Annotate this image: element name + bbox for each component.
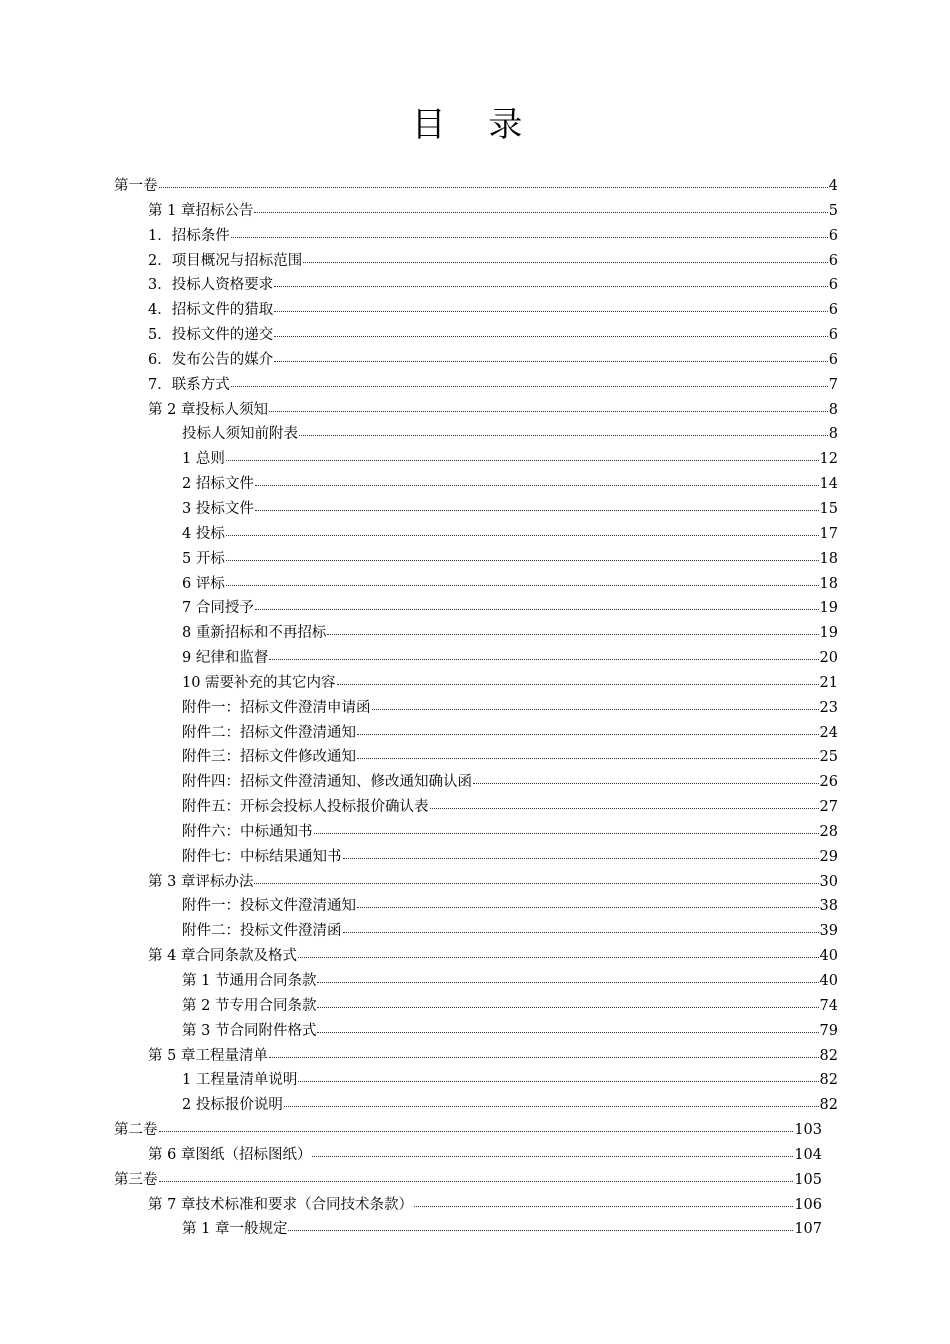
toc-entry[interactable] — [114, 1118, 822, 1143]
toc-entry-label: 第一卷 — [114, 178, 158, 194]
toc-dot-leader — [274, 351, 828, 362]
toc-dot-leader — [317, 972, 818, 983]
toc-dot-leader — [337, 674, 819, 685]
toc-dot-leader — [314, 823, 819, 834]
toc-entry-page-number: 18 — [819, 550, 838, 567]
toc-entry-page-number: 6 — [828, 302, 838, 319]
toc-entry[interactable] — [114, 845, 838, 870]
toc-dot-leader — [254, 202, 827, 213]
toc-entry-page-number: 74 — [819, 997, 838, 1014]
toc-entry-label: 投标人须知前附表 — [182, 426, 298, 443]
toc-dot-leader — [254, 873, 818, 884]
toc-entry-page-number: 15 — [819, 500, 838, 517]
toc-entry-label: 4 投标 — [182, 525, 225, 542]
toc-entry-page-number: 79 — [819, 1022, 838, 1039]
toc-dot-leader — [299, 425, 828, 436]
toc-entry-label: 第 5 章工程量清单 — [148, 1047, 268, 1064]
toc-dot-leader — [226, 575, 819, 586]
toc-entry[interactable] — [114, 919, 838, 944]
toc-entry[interactable] — [114, 249, 838, 274]
toc-entry-label: 1 工程量清单说明 — [182, 1072, 298, 1089]
toc-entry-page-number: 82 — [819, 1097, 838, 1114]
toc-entry-label: 第 2 章投标人须知 — [148, 401, 268, 418]
toc-entry-label: 1．招标条件 — [148, 227, 230, 244]
toc-entry[interactable] — [114, 894, 838, 919]
toc-entry[interactable] — [114, 323, 838, 348]
toc-dot-leader — [231, 376, 828, 387]
toc-entry-page-number: 105 — [794, 1171, 822, 1188]
toc-entry-page-number: 21 — [819, 674, 838, 691]
toc-dot-leader — [269, 401, 828, 412]
toc-entry-label: 2．项目概况与招标范围 — [148, 252, 303, 269]
toc-entry-page-number: 12 — [819, 451, 838, 468]
toc-entry-label: 6 评标 — [182, 575, 225, 592]
page-title: 目 录 — [411, 105, 539, 145]
toc-entry[interactable] — [114, 373, 838, 398]
toc-entry[interactable] — [114, 770, 838, 795]
toc-entry-page-number: 7 — [828, 376, 838, 393]
toc-entry-page-number: 20 — [819, 650, 838, 667]
toc-entry-page-number: 6 — [828, 227, 838, 244]
toc-entry-label: 第 2 节专用合同条款 — [182, 997, 317, 1014]
toc-entry-label: 7．联系方式 — [148, 376, 230, 393]
toc-entry[interactable] — [114, 696, 838, 721]
toc-entry[interactable] — [114, 1044, 838, 1069]
toc-entry[interactable] — [114, 174, 838, 199]
toc-entry[interactable] — [114, 596, 838, 621]
toc-entry-page-number: 103 — [794, 1122, 822, 1139]
toc-dot-leader — [357, 897, 819, 908]
toc-entry-page-number: 26 — [819, 774, 838, 791]
toc-entry[interactable] — [114, 224, 838, 249]
toc-entry-page-number: 18 — [819, 575, 838, 592]
toc-entry[interactable] — [114, 422, 838, 447]
toc-entry[interactable] — [114, 1193, 822, 1218]
toc-entry-label: 4．招标文件的猎取 — [148, 302, 274, 319]
toc-entry-label: 第二卷 — [114, 1122, 158, 1139]
toc-entry-page-number: 4 — [828, 178, 838, 194]
toc-entry-label: 附件三：招标文件修改通知 — [182, 749, 356, 766]
toc-entry-label: 10 需要补充的其它内容 — [182, 674, 336, 691]
toc-entry-page-number: 29 — [819, 848, 838, 865]
toc-entry-page-number: 23 — [819, 699, 838, 716]
toc-entry-page-number: 19 — [819, 600, 838, 617]
toc-entry[interactable] — [114, 547, 838, 572]
toc-dot-leader — [269, 1047, 819, 1058]
toc-dot-leader — [343, 922, 819, 933]
table-of-contents — [114, 174, 838, 1242]
toc-entry-page-number: 25 — [819, 749, 838, 766]
toc-entry[interactable] — [114, 671, 838, 696]
toc-dot-leader — [357, 748, 819, 759]
toc-entry-page-number: 107 — [794, 1221, 822, 1238]
toc-entry[interactable] — [114, 646, 838, 671]
toc-entry[interactable] — [114, 572, 838, 597]
toc-dot-leader — [159, 1121, 794, 1132]
toc-entry-page-number: 38 — [819, 898, 838, 915]
toc-entry[interactable] — [114, 745, 838, 770]
toc-entry[interactable] — [114, 1143, 822, 1168]
toc-entry-label: 附件七：中标结果通知书 — [182, 848, 342, 865]
toc-entry[interactable] — [114, 969, 838, 994]
toc-entry-label: 附件四：招标文件澄清通知、修改通知确认函 — [182, 774, 472, 791]
toc-dot-leader — [317, 1022, 818, 1033]
toc-entry-page-number: 5 — [828, 202, 838, 219]
toc-entry[interactable] — [114, 447, 838, 472]
toc-dot-leader — [288, 1220, 793, 1231]
toc-entry[interactable] — [114, 621, 838, 646]
toc-entry-page-number: 8 — [828, 426, 838, 443]
toc-entry[interactable] — [114, 273, 838, 298]
toc-entry-label: 8 重新招标和不再招标 — [182, 625, 327, 642]
toc-entry-label: 5 开标 — [182, 550, 225, 567]
toc-dot-leader — [372, 699, 819, 710]
toc-entry-page-number: 24 — [819, 724, 838, 741]
toc-dot-leader — [312, 1146, 793, 1157]
toc-entry-label: 3 投标文件 — [182, 500, 254, 517]
toc-dot-leader — [269, 649, 818, 660]
toc-entry-page-number: 6 — [828, 327, 838, 344]
toc-entry-label: 第 3 章评标办法 — [148, 873, 254, 890]
toc-entry-page-number: 6 — [828, 351, 838, 368]
toc-dot-leader — [255, 475, 819, 486]
toc-entry-label: 附件五：开标会投标人投标报价确认表 — [182, 799, 429, 816]
toc-entry-label: 附件一：招标文件澄清申请函 — [182, 699, 371, 716]
toc-entry[interactable] — [114, 820, 838, 845]
toc-entry-page-number: 39 — [819, 923, 838, 940]
toc-entry-page-number: 14 — [819, 476, 838, 493]
toc-entry-label: 第 3 节合同附件格式 — [182, 1022, 317, 1039]
toc-entry-page-number: 28 — [819, 823, 838, 840]
toc-dot-leader — [255, 599, 819, 610]
toc-entry-label: 第三卷 — [114, 1171, 158, 1188]
toc-dot-leader — [159, 1171, 794, 1182]
toc-entry-page-number: 27 — [819, 799, 838, 816]
toc-dot-leader — [343, 848, 819, 859]
toc-entry-label: 2 招标文件 — [182, 476, 254, 493]
toc-entry[interactable] — [114, 721, 838, 746]
toc-entry-page-number: 104 — [794, 1146, 822, 1163]
toc-entry-label: 附件六：中标通知书 — [182, 823, 313, 840]
toc-entry-label: 1 总则 — [182, 451, 225, 468]
toc-entry[interactable] — [114, 1217, 822, 1242]
toc-dot-leader — [231, 227, 828, 238]
toc-entry-label: 第 1 章一般规定 — [182, 1221, 288, 1238]
toc-entry-label: 6．发布公告的媒介 — [148, 351, 274, 368]
toc-entry[interactable] — [114, 795, 838, 820]
toc-entry-label: 第 1 章招标公告 — [148, 202, 254, 219]
toc-dot-leader — [430, 798, 819, 809]
toc-entry-page-number: 106 — [794, 1196, 822, 1213]
toc-entry-label: 第 1 节通用合同条款 — [182, 973, 317, 989]
toc-dot-leader — [159, 177, 828, 188]
toc-dot-leader — [255, 500, 819, 511]
toc-entry[interactable] — [114, 348, 838, 373]
toc-entry-page-number: 6 — [828, 277, 838, 294]
toc-entry[interactable] — [114, 1093, 838, 1118]
toc-entry-page-number: 8 — [828, 401, 838, 418]
toc-entry-label: 附件二：投标文件澄清函 — [182, 923, 342, 940]
toc-dot-leader — [298, 1071, 818, 1082]
toc-entry[interactable] — [114, 1168, 822, 1193]
toc-entry-label: 附件二：招标文件澄清通知 — [182, 724, 356, 741]
toc-entry[interactable] — [114, 870, 838, 895]
toc-entry-label: 2 投标报价说明 — [182, 1097, 283, 1114]
toc-entry-page-number: 82 — [819, 1072, 838, 1089]
toc-entry-label: 附件一：投标文件澄清通知 — [182, 898, 356, 915]
toc-entry-page-number: 19 — [819, 625, 838, 642]
toc-entry[interactable] — [114, 1019, 838, 1044]
toc-entry-label: 第 6 章图纸（招标图纸） — [148, 1146, 312, 1163]
toc-entry-label: 第 7 章技术标准和要求（合同技术条款） — [148, 1196, 413, 1213]
toc-entry-label: 5．投标文件的递交 — [148, 327, 274, 344]
toc-entry-page-number: 82 — [819, 1047, 838, 1064]
toc-dot-leader — [226, 450, 819, 461]
toc-dot-leader — [317, 997, 818, 1008]
toc-entry[interactable] — [114, 522, 838, 547]
toc-dot-leader — [414, 1196, 793, 1207]
toc-entry[interactable] — [114, 199, 838, 224]
toc-entry-label: 第 4 章合同条款及格式 — [148, 948, 297, 965]
toc-dot-leader — [274, 326, 828, 337]
toc-dot-leader — [473, 773, 819, 784]
toc-dot-leader — [284, 1096, 819, 1107]
toc-dot-leader — [226, 525, 819, 536]
toc-entry[interactable] — [114, 944, 838, 969]
toc-entry[interactable] — [114, 497, 838, 522]
toc-entry-label: 9 纪律和监督 — [182, 650, 269, 667]
toc-entry[interactable] — [114, 994, 838, 1019]
toc-entry-page-number: 6 — [828, 252, 838, 269]
toc-entry[interactable] — [114, 298, 838, 323]
toc-entry-label: 3．投标人资格要求 — [148, 277, 274, 294]
toc-dot-leader — [274, 276, 828, 287]
toc-dot-leader — [226, 550, 819, 561]
toc-dot-leader — [274, 301, 828, 312]
toc-entry-page-number: 40 — [819, 948, 838, 965]
toc-entry-page-number: 17 — [819, 525, 838, 542]
toc-entry[interactable] — [114, 472, 838, 497]
toc-entry-page-number: 30 — [819, 873, 838, 890]
toc-entry[interactable] — [114, 1068, 838, 1093]
toc-dot-leader — [303, 252, 828, 263]
toc-entry-label: 7 合同授予 — [182, 600, 254, 617]
toc-dot-leader — [357, 724, 819, 735]
toc-entry-page-number: 40 — [819, 973, 838, 989]
toc-dot-leader — [298, 947, 819, 958]
toc-dot-leader — [327, 624, 818, 635]
toc-entry[interactable] — [114, 398, 838, 423]
